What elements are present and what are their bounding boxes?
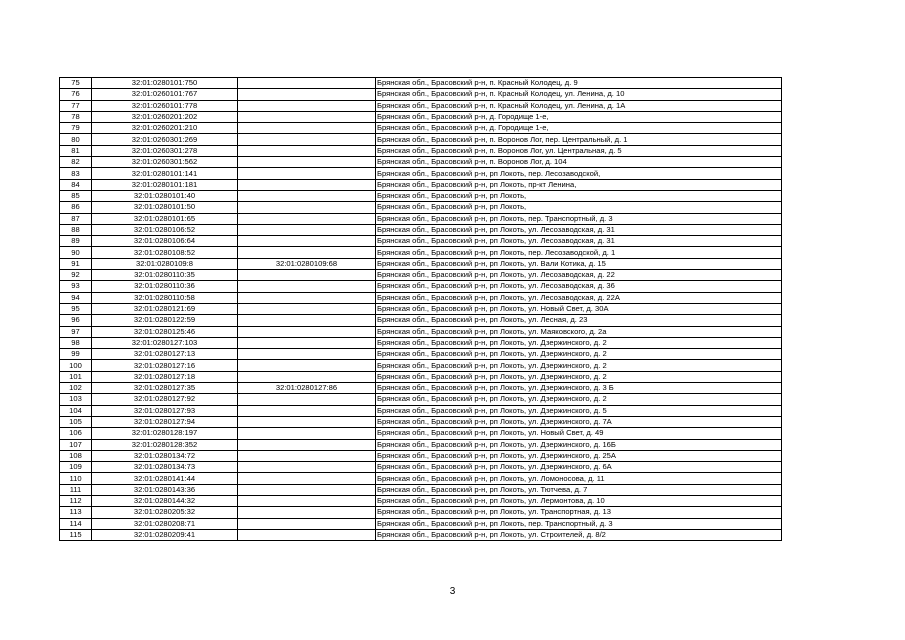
related-number-cell xyxy=(238,360,376,371)
row-number-cell: 92 xyxy=(60,270,92,281)
table-row xyxy=(60,315,782,326)
related-number-cell xyxy=(238,473,376,484)
table-row xyxy=(60,529,782,540)
address-cell: Брянская обл., Брасовский р-н, рп Локоть, ул. Дзержинского, д. 2 xyxy=(376,349,782,360)
address-cell: Брянская обл., Брасовский р-н, рп Локоть, ул. Строителей, д. 8/2 xyxy=(376,529,782,540)
related-number-cell xyxy=(238,134,376,145)
cadastral-number-cell: 32:01:0280110:35 xyxy=(92,270,238,281)
cadastral-number-cell: 32:01:0280144:32 xyxy=(92,495,238,506)
address-cell: Брянская обл., Брасовский р-н, д. Городище 1-е, xyxy=(376,123,782,134)
row-number-cell: 81 xyxy=(60,145,92,156)
address-cell: Брянская обл., Брасовский р-н, рп Локоть, ул. Дзержинского, д. 2 xyxy=(376,394,782,405)
related-number-cell xyxy=(238,315,376,326)
related-number-cell xyxy=(238,439,376,450)
related-number-cell xyxy=(238,100,376,111)
cadastral-number-cell: 32:01:0280101:65 xyxy=(92,213,238,224)
address-cell: Брянская обл., Брасовский р-н, п. Воронов Лог, ул. Центральная, д. 5 xyxy=(376,145,782,156)
row-number-cell: 111 xyxy=(60,484,92,495)
related-number-cell xyxy=(238,529,376,540)
table-row xyxy=(60,518,782,529)
address-cell: Брянская обл., Брасовский р-н, п. Красный Колодец, ул. Ленина, д. 1А xyxy=(376,100,782,111)
cadastral-number-cell: 32:01:0280101:181 xyxy=(92,179,238,190)
row-number-cell: 80 xyxy=(60,134,92,145)
address-cell: Брянская обл., Брасовский р-н, рп Локоть, ул. Тютчева, д. 7 xyxy=(376,484,782,495)
related-number-cell xyxy=(238,145,376,156)
row-number-cell: 88 xyxy=(60,224,92,235)
table-row xyxy=(60,123,782,134)
address-cell: Брянская обл., Брасовский р-н, рп Локоть, ул. Дзержинского, д. 2 xyxy=(376,360,782,371)
row-number-cell: 101 xyxy=(60,371,92,382)
cadastral-number-cell: 32:01:0260301:278 xyxy=(92,145,238,156)
address-cell: Брянская обл., Брасовский р-н, п. Воронов Лог, д. 104 xyxy=(376,157,782,168)
row-number-cell: 93 xyxy=(60,281,92,292)
table-row xyxy=(60,383,782,394)
cadastral-number-cell: 32:01:0280128:197 xyxy=(92,428,238,439)
related-number-cell: 32:01:0280127:86 xyxy=(238,383,376,394)
cadastral-number-cell: 32:01:0280127:18 xyxy=(92,371,238,382)
table-row xyxy=(60,258,782,269)
related-number-cell xyxy=(238,292,376,303)
table-row xyxy=(60,292,782,303)
row-number-cell: 87 xyxy=(60,213,92,224)
related-number-cell xyxy=(238,495,376,506)
related-number-cell xyxy=(238,394,376,405)
related-number-cell xyxy=(238,349,376,360)
related-number-cell xyxy=(238,462,376,473)
cadastral-number-cell: 32:01:0280127:103 xyxy=(92,337,238,348)
address-cell: Брянская обл., Брасовский р-н, рп Локоть, xyxy=(376,202,782,213)
cadastral-number-cell: 32:01:0260201:210 xyxy=(92,123,238,134)
related-number-cell xyxy=(238,507,376,518)
cadastral-number-cell: 32:01:0280106:64 xyxy=(92,236,238,247)
row-number-cell: 103 xyxy=(60,394,92,405)
table-row xyxy=(60,416,782,427)
table-row xyxy=(60,236,782,247)
cadastral-number-cell: 32:01:0280134:72 xyxy=(92,450,238,461)
table-row xyxy=(60,450,782,461)
table-row xyxy=(60,157,782,168)
cadastral-number-cell: 32:01:0280127:93 xyxy=(92,405,238,416)
row-number-cell: 82 xyxy=(60,157,92,168)
related-number-cell xyxy=(238,123,376,134)
address-cell: Брянская обл., Брасовский р-н, рп Локоть, ул. Дзержинского, д. 5 xyxy=(376,405,782,416)
cadastral-number-cell: 32:01:0280208:71 xyxy=(92,518,238,529)
table-row xyxy=(60,190,782,201)
address-cell: Брянская обл., Брасовский р-н, п. Воронов Лог, пер. Центральный, д. 1 xyxy=(376,134,782,145)
table-row xyxy=(60,270,782,281)
table-row xyxy=(60,507,782,518)
row-number-cell: 91 xyxy=(60,258,92,269)
related-number-cell xyxy=(238,405,376,416)
address-cell: Брянская обл., Брасовский р-н, рп Локоть, ул. Лесозаводская, д. 22А xyxy=(376,292,782,303)
table-row xyxy=(60,303,782,314)
related-number-cell xyxy=(238,326,376,337)
cadastral-number-cell: 32:01:0280209:41 xyxy=(92,529,238,540)
related-number-cell xyxy=(238,179,376,190)
address-cell: Брянская обл., Брасовский р-н, рп Локоть, ул. Дзержинского, д. 7А xyxy=(376,416,782,427)
related-number-cell xyxy=(238,281,376,292)
address-cell: Брянская обл., Брасовский р-н, рп Локоть, ул. Лесозаводская, д. 22 xyxy=(376,270,782,281)
related-number-cell xyxy=(238,89,376,100)
table-row xyxy=(60,78,782,89)
cadastral-number-cell: 32:01:0280128:352 xyxy=(92,439,238,450)
address-cell: Брянская обл., Брасовский р-н, д. Городище 1-е, xyxy=(376,111,782,122)
related-number-cell: 32:01:0280109:68 xyxy=(238,258,376,269)
address-cell: Брянская обл., Брасовский р-н, рп Локоть, ул. Дзержинского, д. 25А xyxy=(376,450,782,461)
table-row xyxy=(60,473,782,484)
row-number-cell: 89 xyxy=(60,236,92,247)
address-cell: Брянская обл., Брасовский р-н, п. Красный Колодец, ул. Ленина, д. 10 xyxy=(376,89,782,100)
cadastral-number-cell: 32:01:0280127:94 xyxy=(92,416,238,427)
address-cell: Брянская обл., Брасовский р-н, рп Локоть, ул. Лесозаводская, д. 31 xyxy=(376,236,782,247)
table-row xyxy=(60,360,782,371)
related-number-cell xyxy=(238,484,376,495)
table-row xyxy=(60,484,782,495)
row-number-cell: 102 xyxy=(60,383,92,394)
address-cell: Брянская обл., Брасовский р-н, рп Локоть, пер. Транспортный, д. 3 xyxy=(376,518,782,529)
address-cell: Брянская обл., Брасовский р-н, рп Локоть, ул. Дзержинского, д. 6А xyxy=(376,462,782,473)
address-cell: Брянская обл., Брасовский р-н, рп Локоть, ул. Дзержинского, д. 3 Б xyxy=(376,383,782,394)
address-cell: Брянская обл., Брасовский р-н, рп Локоть, ул. Новый Свет, д. 30А xyxy=(376,303,782,314)
cadastral-number-cell: 32:01:0280108:52 xyxy=(92,247,238,258)
related-number-cell xyxy=(238,416,376,427)
address-cell: Брянская обл., Брасовский р-н, рп Локоть, ул. Дзержинского, д. 2 xyxy=(376,371,782,382)
table-row xyxy=(60,326,782,337)
property-table-container xyxy=(59,77,782,541)
row-number-cell: 95 xyxy=(60,303,92,314)
cadastral-number-cell: 32:01:0280122:59 xyxy=(92,315,238,326)
row-number-cell: 79 xyxy=(60,123,92,134)
row-number-cell: 104 xyxy=(60,405,92,416)
row-number-cell: 107 xyxy=(60,439,92,450)
table-row xyxy=(60,281,782,292)
table-row xyxy=(60,349,782,360)
row-number-cell: 97 xyxy=(60,326,92,337)
cadastral-number-cell: 32:01:0260101:778 xyxy=(92,100,238,111)
row-number-cell: 83 xyxy=(60,168,92,179)
table-row xyxy=(60,405,782,416)
related-number-cell xyxy=(238,303,376,314)
cadastral-number-cell: 32:01:0280101:50 xyxy=(92,202,238,213)
address-cell: Брянская обл., Брасовский р-н, рп Локоть, ул. Лесозаводская, д. 31 xyxy=(376,224,782,235)
cadastral-number-cell: 32:01:0280101:750 xyxy=(92,78,238,89)
related-number-cell xyxy=(238,213,376,224)
related-number-cell xyxy=(238,236,376,247)
table-row xyxy=(60,428,782,439)
table-row xyxy=(60,213,782,224)
cadastral-number-cell: 32:01:0280127:92 xyxy=(92,394,238,405)
cadastral-number-cell: 32:01:0280141:44 xyxy=(92,473,238,484)
cadastral-number-cell: 32:01:0260101:767 xyxy=(92,89,238,100)
table-row xyxy=(60,111,782,122)
related-number-cell xyxy=(238,111,376,122)
related-number-cell xyxy=(238,202,376,213)
address-cell: Брянская обл., Брасовский р-н, рп Локоть, пер. Транспортный, д. 3 xyxy=(376,213,782,224)
address-cell: Брянская обл., Брасовский р-н, рп Локоть, ул. Лесозаводская, д. 36 xyxy=(376,281,782,292)
address-cell: Брянская обл., Брасовский р-н, рп Локоть, пер. Лесозаводской, xyxy=(376,168,782,179)
row-number-cell: 90 xyxy=(60,247,92,258)
row-number-cell: 106 xyxy=(60,428,92,439)
address-cell: Брянская обл., Брасовский р-н, п. Красный Колодец, д. 9 xyxy=(376,78,782,89)
cadastral-number-cell: 32:01:0280127:16 xyxy=(92,360,238,371)
row-number-cell: 114 xyxy=(60,518,92,529)
cadastral-number-cell: 32:01:0280125:46 xyxy=(92,326,238,337)
address-cell: Брянская обл., Брасовский р-н, рп Локоть, xyxy=(376,190,782,201)
cadastral-number-cell: 32:01:0280205:32 xyxy=(92,507,238,518)
row-number-cell: 99 xyxy=(60,349,92,360)
row-number-cell: 77 xyxy=(60,100,92,111)
cadastral-number-cell: 32:01:0280110:36 xyxy=(92,281,238,292)
row-number-cell: 86 xyxy=(60,202,92,213)
property-table-body xyxy=(60,78,782,541)
table-row xyxy=(60,134,782,145)
cadastral-number-cell: 32:01:0280127:13 xyxy=(92,349,238,360)
table-row xyxy=(60,202,782,213)
cadastral-number-cell: 32:01:0280109:8 xyxy=(92,258,238,269)
address-cell: Брянская обл., Брасовский р-н, рп Локоть, ул. Дзержинского, д. 2 xyxy=(376,337,782,348)
address-cell: Брянская обл., Брасовский р-н, рп Локоть, пр-кт Ленина, xyxy=(376,179,782,190)
address-cell: Брянская обл., Брасовский р-н, рп Локоть, пер. Лесозаводской, д. 1 xyxy=(376,247,782,258)
table-row xyxy=(60,145,782,156)
row-number-cell: 113 xyxy=(60,507,92,518)
cadastral-number-cell: 32:01:0280101:141 xyxy=(92,168,238,179)
cadastral-number-cell: 32:01:0280110:58 xyxy=(92,292,238,303)
table-row xyxy=(60,337,782,348)
row-number-cell: 98 xyxy=(60,337,92,348)
related-number-cell xyxy=(238,270,376,281)
address-cell: Брянская обл., Брасовский р-н, рп Локоть, ул. Дзержинского, д. 16Б xyxy=(376,439,782,450)
row-number-cell: 84 xyxy=(60,179,92,190)
related-number-cell xyxy=(238,247,376,258)
cadastral-number-cell: 32:01:0260201:202 xyxy=(92,111,238,122)
table-row xyxy=(60,100,782,111)
row-number-cell: 94 xyxy=(60,292,92,303)
address-cell: Брянская обл., Брасовский р-н, рп Локоть, ул. Новый Свет, д. 49 xyxy=(376,428,782,439)
table-row xyxy=(60,179,782,190)
table-row xyxy=(60,462,782,473)
cadastral-number-cell: 32:01:0260301:269 xyxy=(92,134,238,145)
related-number-cell xyxy=(238,450,376,461)
address-cell: Брянская обл., Брасовский р-н, рп Локоть, ул. Вали Котика, д. 15 xyxy=(376,258,782,269)
page-number: 3 xyxy=(449,586,456,597)
address-cell: Брянская обл., Брасовский р-н, рп Локоть, ул. Транспортная, д. 13 xyxy=(376,507,782,518)
address-cell: Брянская обл., Брасовский р-н, рп Локоть, ул. Ломоносова, д. 11 xyxy=(376,473,782,484)
cadastral-number-cell: 32:01:0280134:73 xyxy=(92,462,238,473)
table-row xyxy=(60,89,782,100)
table-row xyxy=(60,371,782,382)
related-number-cell xyxy=(238,168,376,179)
row-number-cell: 112 xyxy=(60,495,92,506)
row-number-cell: 108 xyxy=(60,450,92,461)
table-row xyxy=(60,394,782,405)
row-number-cell: 76 xyxy=(60,89,92,100)
row-number-cell: 75 xyxy=(60,78,92,89)
cadastral-number-cell: 32:01:0260301:562 xyxy=(92,157,238,168)
address-cell: Брянская обл., Брасовский р-н, рп Локоть, ул. Лесная, д. 23 xyxy=(376,315,782,326)
table-row xyxy=(60,247,782,258)
address-cell: Брянская обл., Брасовский р-н, рп Локоть, ул. Маяковского, д. 2а xyxy=(376,326,782,337)
table-row xyxy=(60,168,782,179)
cadastral-number-cell: 32:01:0280143:36 xyxy=(92,484,238,495)
cadastral-number-cell: 32:01:0280127:35 xyxy=(92,383,238,394)
row-number-cell: 78 xyxy=(60,111,92,122)
row-number-cell: 96 xyxy=(60,315,92,326)
row-number-cell: 85 xyxy=(60,190,92,201)
table-row xyxy=(60,224,782,235)
cadastral-number-cell: 32:01:0280106:52 xyxy=(92,224,238,235)
related-number-cell xyxy=(238,78,376,89)
table-row xyxy=(60,495,782,506)
related-number-cell xyxy=(238,518,376,529)
related-number-cell xyxy=(238,371,376,382)
row-number-cell: 105 xyxy=(60,416,92,427)
table-row xyxy=(60,439,782,450)
cadastral-number-cell: 32:01:0280121:69 xyxy=(92,303,238,314)
address-cell: Брянская обл., Брасовский р-н, рп Локоть, ул. Лермонтова, д. 10 xyxy=(376,495,782,506)
related-number-cell xyxy=(238,337,376,348)
row-number-cell: 110 xyxy=(60,473,92,484)
property-table xyxy=(59,77,782,541)
related-number-cell xyxy=(238,157,376,168)
row-number-cell: 100 xyxy=(60,360,92,371)
related-number-cell xyxy=(238,190,376,201)
row-number-cell: 115 xyxy=(60,529,92,540)
cadastral-number-cell: 32:01:0280101:40 xyxy=(92,190,238,201)
row-number-cell: 109 xyxy=(60,462,92,473)
related-number-cell xyxy=(238,428,376,439)
related-number-cell xyxy=(238,224,376,235)
